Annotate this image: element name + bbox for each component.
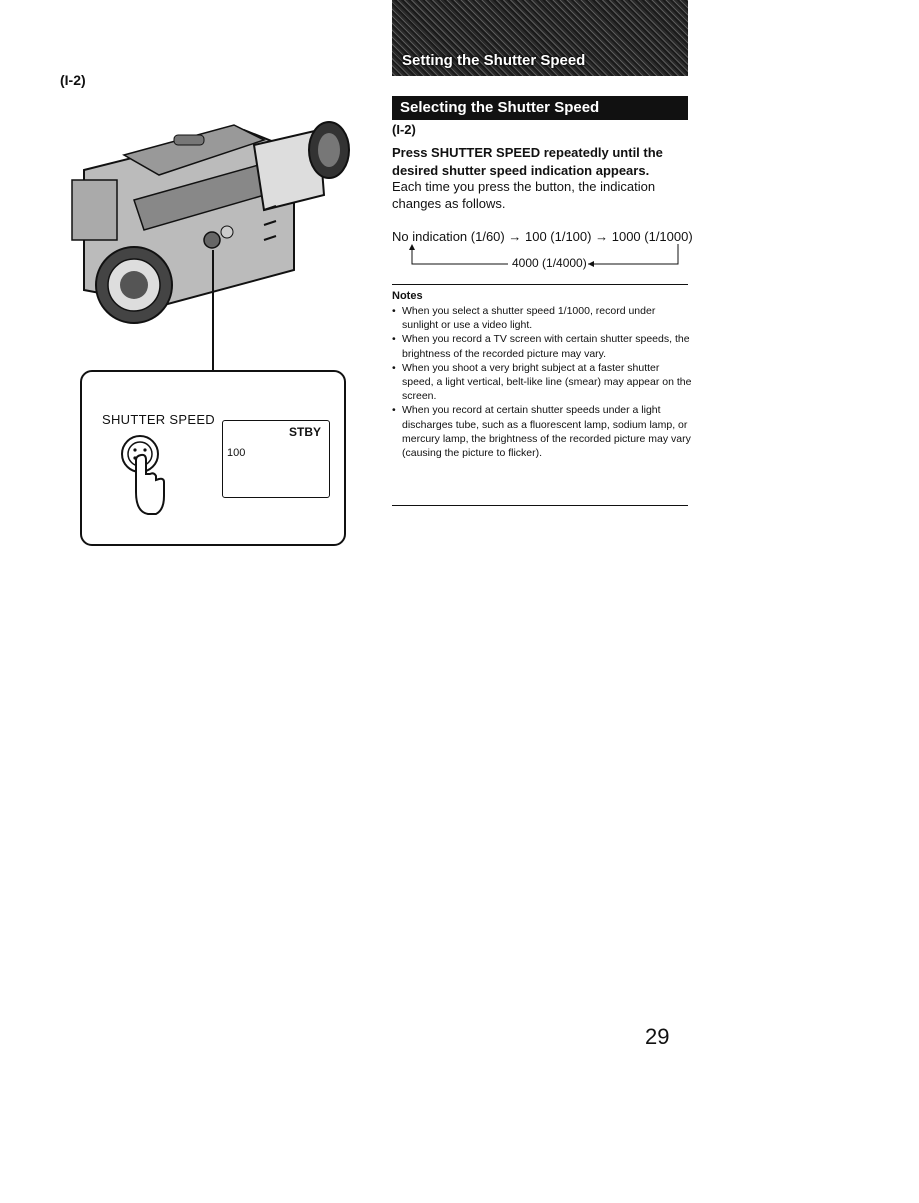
shutter-speed-value: 100 bbox=[227, 447, 246, 459]
note-item: • When you record at certain shutter speeds under a light discharges tube, such as a fluorescent lamp, sodium lamp, or mercury lamp, the brightness of the recorded picture may vary (causing the picture to flicker). bbox=[392, 403, 692, 460]
callout-leader-line bbox=[212, 250, 214, 372]
note-item: • When you select a shutter speed 1/1000, record under sunlight or use a video light. bbox=[392, 304, 692, 332]
sequence-arrow-icon: → bbox=[595, 229, 609, 244]
note-item: • When you shoot a very bright subject at a faster shutter speed, a light vertical, belt-like line (smear) may appear on the screen. bbox=[392, 361, 692, 404]
camcorder-illustration bbox=[64, 100, 364, 330]
finger-press-icon bbox=[112, 434, 172, 516]
instruction-text: Press SHUTTER SPEED repeatedly until the desired shutter speed indication appears. bbox=[392, 145, 663, 178]
shutter-speed-callout-panel bbox=[80, 370, 346, 546]
section-figure-reference: (I-2) bbox=[392, 122, 416, 137]
section-title: Selecting the Shutter Speed bbox=[400, 99, 600, 116]
note-item: • When you record a TV screen with certain shutter speeds, the brightness of the recorded picture may vary. bbox=[392, 332, 692, 360]
description-text: Each time you press the button, the indication changes as follows. bbox=[392, 179, 656, 211]
notes-list bbox=[392, 304, 692, 460]
chapter-banner bbox=[392, 0, 688, 76]
section-header bbox=[392, 96, 688, 120]
shutter-speed-label: SHUTTER SPEED bbox=[102, 412, 215, 427]
sequence-step-no-indication: No indication (1/60) bbox=[392, 229, 505, 244]
chapter-title: Setting the Shutter Speed bbox=[402, 52, 586, 69]
standby-indicator: STBY bbox=[288, 425, 321, 439]
sequence-step-100: 100 (1/100) bbox=[524, 229, 592, 244]
sequence-return-loop bbox=[398, 242, 688, 274]
page-number: 29 bbox=[645, 1024, 670, 1049]
sequence-step-4000: 4000 (1/4000) bbox=[512, 256, 587, 270]
divider bbox=[392, 284, 688, 285]
notes-title: Notes bbox=[392, 290, 423, 302]
viewfinder-display bbox=[222, 420, 330, 498]
sequence-step-1000: 1000 (1/1000) bbox=[611, 229, 693, 244]
divider bbox=[392, 505, 688, 506]
sequence-arrow-icon: → bbox=[508, 229, 522, 244]
figure-reference: (I-2) bbox=[60, 72, 86, 88]
